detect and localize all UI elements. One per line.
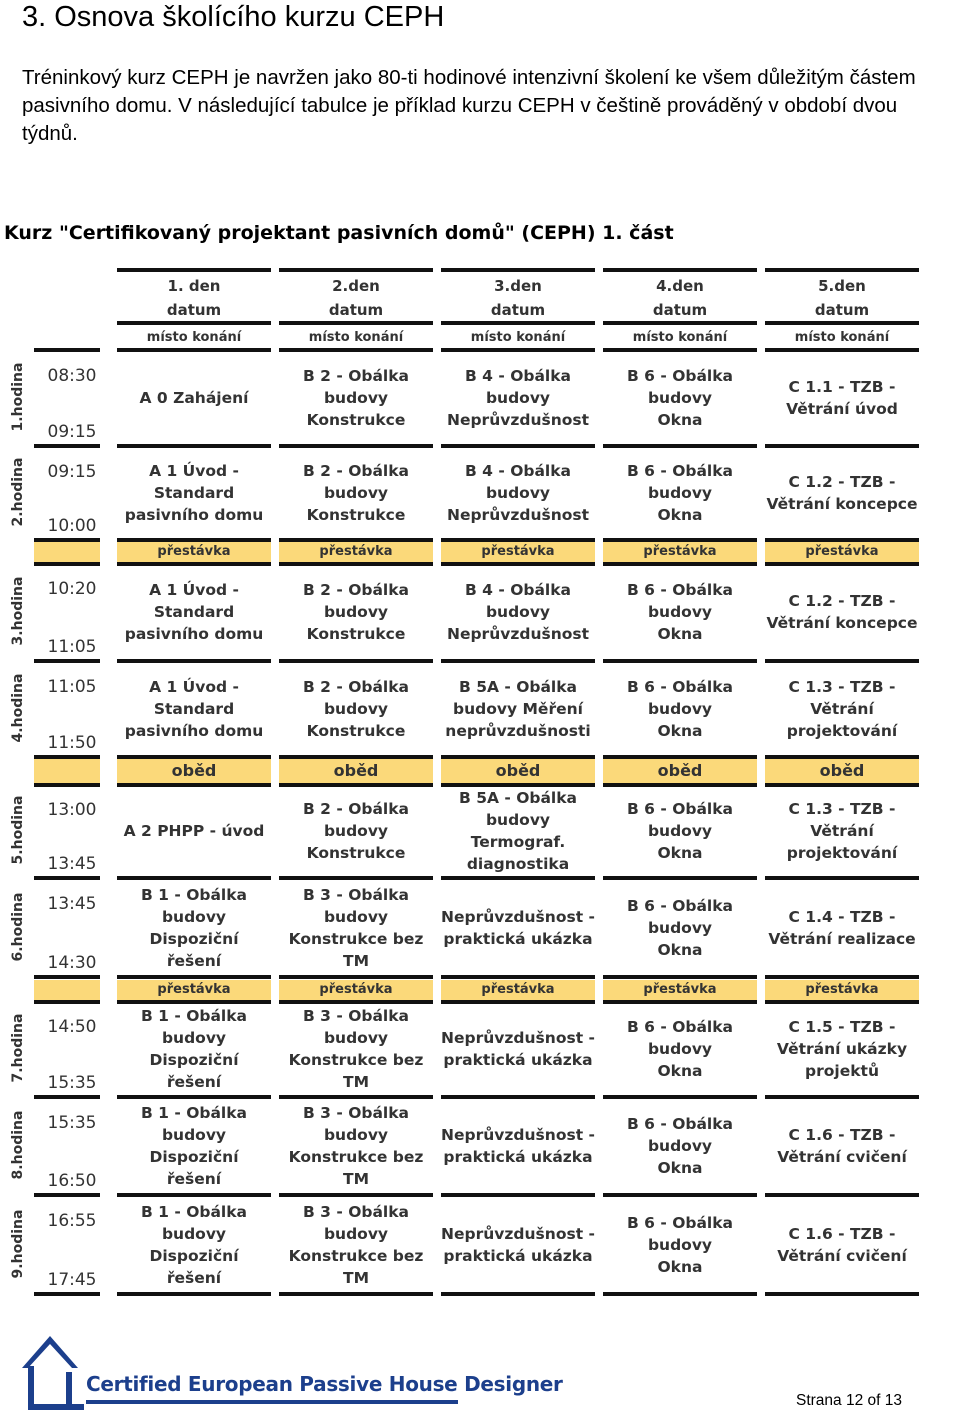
day-header: 1. den — [167, 277, 221, 295]
cell-line: budovy — [323, 822, 389, 840]
end-time: 13:45 — [47, 854, 97, 874]
schedule-cell — [765, 352, 919, 444]
cell-line: budovy — [647, 1137, 713, 1155]
schedule-cell — [765, 1003, 919, 1095]
lunch-label: oběd — [819, 761, 865, 780]
cell-line: budovy — [647, 1040, 713, 1058]
band-bottom-rule — [279, 783, 433, 787]
schedule-cell — [117, 1197, 271, 1292]
cell-line: Konstrukce bez — [288, 1051, 424, 1069]
break-label: přestávka — [481, 544, 555, 559]
cell-line: C 1.6 - TZB - — [788, 1126, 896, 1144]
cell-line: B 4 - Obálka — [464, 462, 572, 480]
house-outline-icon — [20, 1332, 460, 1410]
time-divider — [34, 444, 100, 448]
cell-line: Okna — [657, 625, 703, 643]
cell-line: budovy — [323, 389, 389, 407]
hour-label: 2.hodina — [10, 457, 26, 527]
schedule-cell — [279, 448, 433, 538]
cell-line: C 1.1 - TZB - — [788, 378, 896, 396]
break-label: přestávka — [643, 982, 717, 997]
cell-line: budovy Dispoziční — [149, 907, 239, 948]
break-band-time-col — [34, 759, 100, 783]
cell-line: Okna — [657, 722, 703, 740]
row-divider — [117, 975, 271, 979]
cell-line: budovy — [323, 1029, 389, 1047]
cell-line: B 2 - Obálka — [302, 581, 410, 599]
lunch-label: oběd — [333, 761, 379, 780]
start-time: 14:50 — [47, 1017, 97, 1037]
schedule-cell — [603, 565, 757, 659]
band-bottom-rule — [34, 1000, 100, 1004]
cell-line: Okna — [657, 506, 703, 524]
schedule-cell — [279, 1003, 433, 1095]
cell-line: řešení — [166, 1268, 222, 1287]
break-label: přestávka — [481, 982, 555, 997]
cell-line: B 3 - Obálka — [302, 1202, 410, 1221]
cell-line: budovy — [323, 907, 389, 926]
cell-line: budovy — [647, 918, 713, 937]
cell-line: neprůvzdušnosti — [445, 722, 591, 740]
intro-paragraph: Tréninkový kurz CEPH je navržen jako 80-ti hodinové intenzivní školení ke všem důležitým částem pasivního domu. V následující tabulce je příklad kurzu CEPH v češtině prováděný v období dvou týdnů. — [22, 66, 916, 145]
row-divider — [603, 1292, 757, 1296]
schedule-cell — [279, 880, 433, 975]
cell-line: C 1.2 - TZB - — [788, 473, 896, 491]
header-top-rule — [603, 268, 757, 272]
cell-line: budovy — [323, 1224, 389, 1243]
venue-label: místo konání — [632, 330, 728, 345]
band-bottom-rule — [34, 783, 100, 787]
cell-line: B 6 - Obálka — [626, 367, 734, 385]
venue-label: místo konání — [146, 330, 242, 345]
cell-line: Neprůvzdušnost - — [441, 1126, 595, 1144]
time-divider — [34, 975, 100, 979]
schedule-cell — [117, 1099, 271, 1193]
header-top-rule — [441, 268, 595, 272]
row-divider — [765, 1292, 919, 1296]
row-divider — [765, 975, 919, 979]
cell-line: Okna — [657, 1159, 703, 1177]
cell-line: Větrání koncepce — [766, 495, 918, 513]
schedule-cell — [441, 1003, 595, 1095]
cell-line: C 1.5 - TZB - — [788, 1018, 896, 1036]
header-top-rule — [117, 268, 271, 272]
schedule-cell — [765, 786, 919, 876]
band-bottom-rule — [117, 783, 271, 787]
schedule-cell — [765, 1197, 919, 1292]
schedule-cell — [765, 448, 919, 538]
end-time: 14:30 — [47, 953, 97, 973]
row-divider — [603, 975, 757, 979]
start-time: 15:35 — [47, 1113, 97, 1133]
cell-line: pasivního domu — [124, 722, 264, 740]
hour-label: 4.hodina — [10, 673, 26, 743]
break-label: přestávka — [805, 982, 879, 997]
cell-line: B 1 - Obálka — [140, 1007, 248, 1025]
cell-line: B 1 - Obálka — [140, 885, 248, 904]
schedule-cell — [603, 1197, 757, 1292]
page-number: Strana 12 of 13 — [796, 1392, 902, 1409]
cell-line: B 4 - Obálka — [464, 581, 572, 599]
cell-line: řešení — [166, 1073, 222, 1091]
cell-line: Neprůvzdušnost — [446, 411, 590, 429]
cell-line: Konstrukce bez — [288, 1148, 424, 1166]
time-divider — [34, 876, 100, 880]
schedule-cell — [279, 786, 433, 876]
cell-line: budovy — [485, 389, 551, 407]
break-label: přestávka — [157, 544, 231, 559]
cell-line: budovy — [647, 389, 713, 407]
schedule-cell — [441, 1099, 595, 1193]
cell-line: Větrání ukázky — [776, 1040, 908, 1058]
cell-line: B 1 - Obálka — [140, 1104, 248, 1122]
cell-line: Neprůvzdušnost - — [441, 1029, 595, 1047]
break-band-time-col — [34, 542, 100, 562]
cell-line: B 6 - Obálka — [626, 1213, 734, 1232]
venue-top-rule — [117, 321, 271, 325]
cell-line: B 5A - Obálka — [458, 678, 578, 696]
schedule-cell — [441, 448, 595, 538]
row-divider — [441, 1292, 595, 1296]
hour-label: 6.hodina — [10, 892, 26, 961]
schedule-cell — [765, 880, 919, 975]
band-bottom-rule — [765, 1000, 919, 1004]
schedule-cell — [117, 663, 271, 755]
band-bottom-rule — [603, 783, 757, 787]
venue-label: místo konání — [794, 330, 890, 345]
row-divider — [441, 975, 595, 979]
cell-line: B 3 - Obálka — [302, 885, 410, 904]
cell-line: Neprůvzdušnost — [446, 625, 590, 643]
end-time: 10:00 — [47, 516, 97, 536]
hour-label: 1.hodina — [10, 362, 26, 432]
logo-underline — [86, 1400, 458, 1404]
venue-label: místo konání — [470, 330, 566, 345]
cell-line: budovy Termograf. — [470, 811, 566, 851]
cell-line: budovy — [647, 700, 713, 718]
schedule-cell — [603, 880, 757, 975]
cell-line: Okna — [657, 940, 703, 959]
cell-line: A 1 Úvod - — [149, 462, 239, 480]
cell-line: řešení — [166, 951, 222, 970]
band-bottom-rule — [441, 783, 595, 787]
cell-line: C 1.3 - TZB - — [788, 800, 896, 818]
date-label: datum — [328, 301, 384, 319]
lunch-label: oběd — [171, 761, 217, 780]
cell-line: C 1.4 - TZB - — [788, 907, 896, 926]
cell-line: Neprůvzdušnost - — [441, 907, 595, 926]
schedule-cell — [603, 1003, 757, 1095]
band-bottom-rule — [603, 1000, 757, 1004]
cell-line: praktická ukázka — [443, 1246, 593, 1265]
cell-line: budovy — [647, 603, 713, 621]
date-label: datum — [814, 301, 870, 319]
schedule-cell — [765, 663, 919, 755]
time-divider — [34, 1292, 100, 1296]
day-header: 2.den — [332, 277, 380, 295]
cell-line: budovy — [323, 700, 389, 718]
cell-line: projektování — [786, 722, 898, 740]
schedule-cell — [765, 565, 919, 659]
cell-line: budovy — [323, 484, 389, 502]
hour-label: 5.hodina — [10, 795, 26, 865]
end-time: 11:50 — [47, 733, 97, 753]
time-column-top-rule — [34, 348, 100, 352]
schedule-cell — [441, 786, 595, 876]
band-bottom-rule — [765, 562, 919, 566]
schedule-cell — [441, 1197, 595, 1292]
cell-line: Větrání koncepce — [766, 614, 918, 632]
hour-label: 8.hodina — [10, 1110, 26, 1180]
cell-line: Okna — [657, 844, 703, 862]
cell-line: A 1 Úvod - — [149, 581, 239, 599]
end-time: 11:05 — [47, 637, 97, 657]
schedule-cell — [603, 352, 757, 444]
cell-line: pasivního domu — [124, 625, 264, 643]
time-divider — [34, 659, 100, 663]
cell-line: Okna — [657, 1062, 703, 1080]
cell-line: B 2 - Obálka — [302, 367, 410, 385]
cell-line: TM — [343, 1268, 369, 1287]
day-header: 3.den — [494, 277, 542, 295]
time-divider — [34, 1095, 100, 1099]
cell-line: B 6 - Obálka — [626, 462, 734, 480]
break-label: přestávka — [157, 982, 231, 997]
cell-line: B 6 - Obálka — [626, 581, 734, 599]
schedule-cell — [603, 1099, 757, 1193]
cell-line: pasivního domu — [124, 506, 264, 524]
row-divider — [279, 975, 433, 979]
cell-line: B 2 - Obálka — [302, 462, 410, 480]
cell-line: projektování — [786, 844, 898, 862]
break-band-time-col — [34, 980, 100, 1000]
cell-line: B 4 - Obálka — [464, 367, 572, 385]
cell-line: A 1 Úvod - — [149, 678, 239, 696]
cell-line: C 1.6 - TZB - — [788, 1224, 896, 1243]
cell-line: Konstrukce — [306, 625, 406, 643]
band-bottom-rule — [117, 562, 271, 566]
break-label: přestávka — [643, 544, 717, 559]
end-time: 09:15 — [47, 422, 97, 442]
cell-line: C 1.2 - TZB - — [788, 592, 896, 610]
cell-line: Konstrukce — [306, 722, 406, 740]
cell-line: B 1 - Obálka — [140, 1202, 248, 1221]
start-time: 08:30 — [47, 366, 97, 386]
date-label: datum — [652, 301, 708, 319]
schedule-title: Kurz "Certifikovaný projektant pasivních domů" (CEPH) 1. část — [4, 222, 674, 244]
start-time: 13:45 — [47, 894, 97, 914]
cell-line: TM — [343, 951, 369, 970]
end-time: 16:50 — [47, 1171, 97, 1191]
cell-line: praktická ukázka — [443, 1051, 593, 1069]
schedule-cell — [441, 565, 595, 659]
cell-line: B 6 - Obálka — [626, 678, 734, 696]
schedule-cell — [117, 448, 271, 538]
cell-line: TM — [343, 1073, 369, 1091]
lunch-label: oběd — [657, 761, 703, 780]
schedule-cell — [603, 786, 757, 876]
cell-line: praktická ukázka — [443, 1148, 593, 1166]
cell-line: budovy — [485, 484, 551, 502]
date-label: datum — [490, 301, 546, 319]
schedule-cell — [441, 663, 595, 755]
hour-label: 9.hodina — [10, 1209, 26, 1278]
start-time: 09:15 — [47, 462, 97, 482]
end-time: 15:35 — [47, 1073, 97, 1093]
cell-line: budovy Dispoziční — [149, 1029, 239, 1069]
cell-line: budovy — [647, 822, 713, 840]
day-header: 5.den — [818, 277, 866, 295]
band-bottom-rule — [441, 562, 595, 566]
cell-line: Větrání — [810, 822, 874, 840]
schedule-cell — [117, 352, 271, 444]
band-bottom-rule — [34, 562, 100, 566]
start-time: 16:55 — [47, 1211, 97, 1231]
cell-line: budovy Dispoziční — [149, 1126, 239, 1166]
cell-line: B 6 - Obálka — [626, 1018, 734, 1036]
cell-line: diagnostika — [466, 855, 570, 873]
venue-top-rule — [279, 321, 433, 325]
schedule-cell — [117, 1003, 271, 1095]
start-time: 11:05 — [47, 677, 97, 697]
cell-line: B 2 - Obálka — [302, 800, 410, 818]
cell-line: řešení — [166, 1170, 222, 1188]
cell-line: Větrání cvičení — [777, 1148, 907, 1166]
cell-line: B 3 - Obálka — [302, 1007, 410, 1025]
venue-label: místo konání — [308, 330, 404, 345]
band-bottom-rule — [117, 1000, 271, 1004]
start-time: 10:20 — [47, 579, 97, 599]
cell-line: budovy Měření — [453, 700, 583, 718]
band-bottom-rule — [279, 1000, 433, 1004]
cell-line: Neprůvzdušnost - — [441, 1224, 595, 1243]
cell-line: Větrání úvod — [786, 400, 898, 418]
venue-top-rule — [603, 321, 757, 325]
cell-line: B 2 - Obálka — [302, 678, 410, 696]
schedule-cell — [603, 663, 757, 755]
date-label: datum — [166, 301, 222, 319]
cell-line: B 6 - Obálka — [626, 800, 734, 818]
cell-line: Konstrukce bez — [288, 1246, 424, 1265]
cell-line: B 6 - Obálka — [626, 896, 734, 915]
cell-line: Konstrukce — [306, 506, 406, 524]
schedule-cell — [279, 352, 433, 444]
schedule-cell — [279, 1099, 433, 1193]
cell-line: Neprůvzdušnost — [446, 506, 590, 524]
cell-line: TM — [343, 1170, 369, 1188]
cell-line: projektů — [805, 1062, 879, 1080]
cell-line: B 6 - Obálka — [626, 1115, 734, 1133]
row-divider — [117, 1292, 271, 1296]
logo-text: Certified European Passive House Designer — [86, 1372, 563, 1396]
band-bottom-rule — [279, 562, 433, 566]
cell-line: A 0 Zahájení — [139, 389, 249, 407]
cell-line: A 2 PHPP - úvod — [123, 822, 265, 840]
time-divider — [34, 1193, 100, 1197]
schedule-cell — [441, 352, 595, 444]
venue-top-rule — [765, 321, 919, 325]
cell-line: B 3 - Obálka — [302, 1104, 410, 1122]
cell-line: Konstrukce — [306, 411, 406, 429]
schedule-cell — [441, 880, 595, 975]
band-bottom-rule — [441, 1000, 595, 1004]
band-bottom-rule — [765, 783, 919, 787]
schedule-cell — [279, 663, 433, 755]
hour-label: 7.hodina — [10, 1013, 26, 1083]
cell-line: Okna — [657, 1257, 703, 1276]
schedule-cell — [117, 565, 271, 659]
break-label: přestávka — [805, 544, 879, 559]
schedule-cell — [603, 448, 757, 538]
cell-line: budovy — [485, 603, 551, 621]
cell-line: Standard — [153, 484, 235, 502]
cell-line: budovy — [323, 603, 389, 621]
venue-top-rule — [441, 321, 595, 325]
lunch-label: oběd — [495, 761, 541, 780]
cell-line: praktická ukázka — [443, 929, 593, 948]
cell-line: budovy — [647, 484, 713, 502]
schedule-cell — [117, 786, 271, 876]
start-time: 13:00 — [47, 800, 97, 820]
cell-line: Standard — [153, 700, 235, 718]
hour-label: 3.hodina — [10, 576, 26, 646]
cell-line: Větrání realizace — [768, 929, 916, 948]
cell-line: B 5A - Obálka — [458, 789, 578, 807]
cell-line: budovy — [647, 1235, 713, 1254]
end-time: 17:45 — [47, 1270, 97, 1290]
cell-line: Okna — [657, 411, 703, 429]
schedule-cell — [279, 1197, 433, 1292]
header-top-rule — [765, 268, 919, 272]
cell-line: budovy Dispoziční — [149, 1224, 239, 1265]
schedule-cell — [279, 565, 433, 659]
schedule-cell — [765, 1099, 919, 1193]
day-header: 4.den — [656, 277, 704, 295]
band-bottom-rule — [603, 562, 757, 566]
cell-line: C 1.3 - TZB - — [788, 678, 896, 696]
cell-line: budovy — [323, 1126, 389, 1144]
cell-line: Větrání — [810, 700, 874, 718]
break-label: přestávka — [319, 982, 393, 997]
break-label: přestávka — [319, 544, 393, 559]
page-heading: 3. Osnova školícího kurzu CEPH — [22, 1, 445, 33]
cell-line: Větrání cvičení — [777, 1246, 907, 1265]
header-top-rule — [279, 268, 433, 272]
cell-line: Konstrukce bez — [288, 929, 424, 948]
row-divider — [279, 1292, 433, 1296]
cell-line: Konstrukce — [306, 844, 406, 862]
schedule-cell — [117, 880, 271, 975]
cell-line: Standard — [153, 603, 235, 621]
